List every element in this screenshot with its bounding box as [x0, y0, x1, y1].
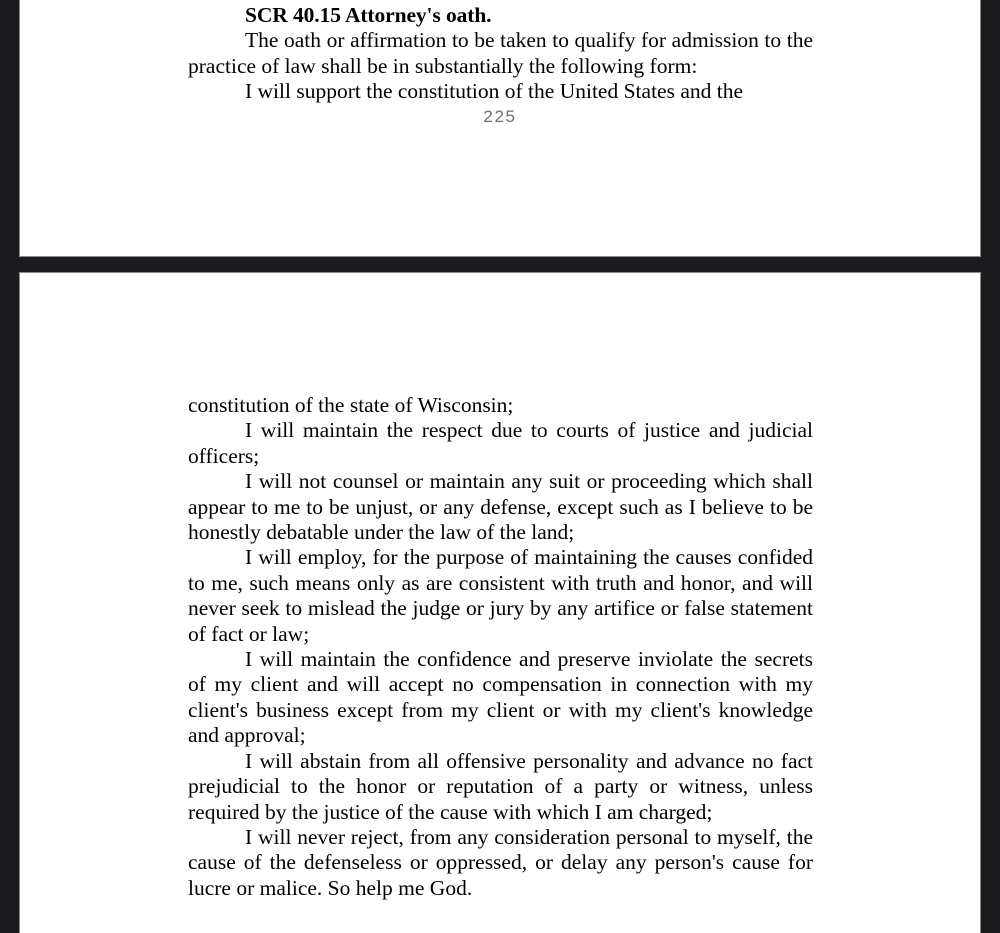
document-page-1[interactable]	[20, 0, 980, 256]
document-page-2[interactable]	[20, 273, 980, 933]
paragraph: I will maintain the respect due to courts of justice and judicial officers;	[188, 418, 813, 468]
paragraph: I will never reject, from any consideration personal to myself, the cause of the defenseless or oppressed, or delay any person's cause for lucre or malice. So help me God.	[188, 824, 813, 900]
paragraph: constitution of the state of Wisconsin;	[188, 393, 514, 417]
paragraph: I will employ, for the purpose of maintaining the causes confided to me, such means only as are consistent with truth and honor, and will never seek to mislead the judge or jury by any artifice or false statement of fact or law;	[188, 545, 813, 646]
section-heading: SCR 40.15 Attorney's oath.	[245, 3, 492, 27]
page-1-text-block	[188, 3, 813, 105]
paragraph: I will not counsel or maintain any suit or proceeding which shall appear to me to be unjust, or any defense, except such as I believe to be honestly debatable under the law of the land;	[188, 469, 813, 545]
paragraph: The oath or affirmation to be taken to qualify for admission to the practice of law shall be in substantially the following form:	[188, 28, 813, 78]
paragraph: I will maintain the confidence and preserve inviolate the secrets of my client and will accept no compensation in connection with my client's business except from my client or with my client's knowledge and approval;	[188, 647, 813, 748]
page-2-text-block	[188, 393, 813, 901]
page-number: 225	[483, 107, 517, 126]
paragraph: I will abstain from all offensive personality and advance no fact prejudicial to the honor or reputation of a party or witness, unless required by the justice of the cause with which I am charged;	[188, 748, 813, 824]
paragraph: I will support the constitution of the United States and the	[245, 79, 744, 104]
